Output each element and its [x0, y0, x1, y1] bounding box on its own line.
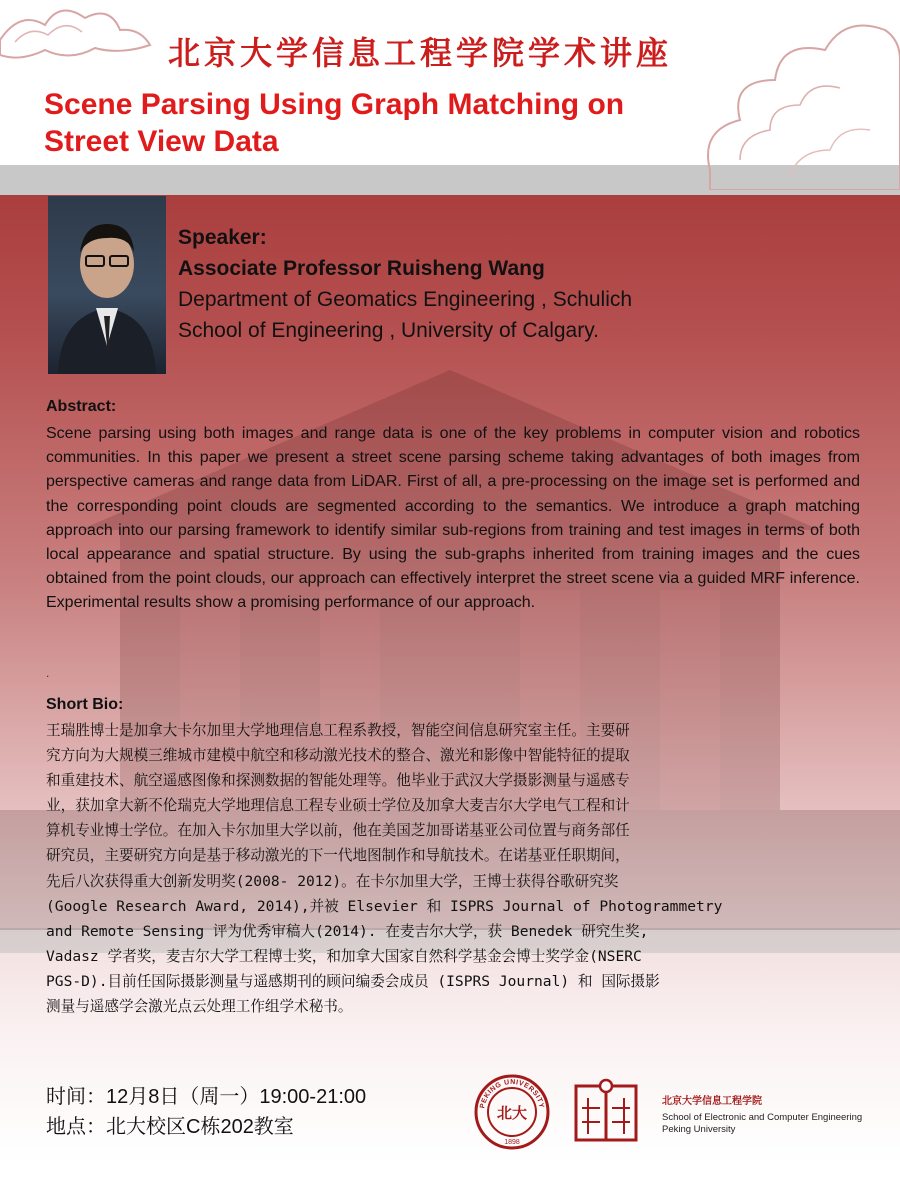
bio-line: (Google Research Award, 2014),并被 Elsevier 和 ISPRS Journal of Photogrammetry: [46, 897, 723, 915]
bio-line: Vadasz 学者奖，麦吉尔大学工程博士奖，和加拿大国家自然科学基金会博士奖学金(NSERC: [46, 947, 642, 965]
peking-university-seal: [474, 1074, 550, 1150]
bio-line: and Remote Sensing 评为优秀审稿人(2014). 在麦吉尔大学，获 Benedek 研究生奖,: [46, 922, 649, 940]
bio-text: [46, 718, 860, 1019]
abstract-heading: Abstract:: [46, 398, 117, 415]
bio-line: 王瑞胜博士是加拿大卡尔加里大学地理信息工程系教授，智能空间信息研究室主任。主要研: [46, 722, 630, 739]
bio-heading: Short Bio:: [46, 696, 124, 713]
bio-line: 和重建技术、航空遥感图像和探测数据的智能处理等。他毕业于武汉大学摄影测量与遥感专: [46, 772, 630, 790]
seal-arc-text: PEKING UNIVERSITY: [479, 1078, 545, 1110]
speaker-dept-line-2: School of Engineering , University of Calgary.: [178, 319, 599, 342]
talk-title: [44, 86, 764, 160]
seal-center-glyph: 北大: [496, 1104, 528, 1122]
abstract-trailing-dot: .: [46, 666, 50, 680]
event-place: 地点：北大校区C栋202教室: [46, 1116, 294, 1138]
bio-line: 究方向为大规模三维城市建模中航空和移动激光技术的整合、激光和影像中智能特征的提取: [46, 747, 630, 765]
talk-title-line-2: Street View Data: [44, 125, 279, 158]
talk-title-line-1: Scene Parsing Using Graph Matching on: [44, 88, 625, 121]
speaker-photo: [48, 196, 166, 374]
school-name-en: School of Electronic and Computer Engineering: [662, 1112, 863, 1123]
speaker-info: [178, 222, 878, 346]
bio-line: 业，获加拿大新不伦瑞克大学地理信息工程专业硕士学位及加拿大麦吉尔大学电气工程和计: [46, 797, 630, 815]
bio-line: 算机专业博士学位。在加入卡尔加里大学以前，他在美国芝加哥诺基亚公司位置与商务部任: [46, 822, 630, 840]
speaker-portrait-graphic: [48, 196, 166, 374]
speaker-name: Associate Professor Ruisheng Wang: [178, 257, 545, 280]
abstract-text: Scene parsing using both images and range data is one of the key problems in computer vision and robotics communities. In this paper we present a street scene parsing scheme taking advantages of both images from perspective cameras and range data from LiDAR. First of all, a pre-processing on the image set is performed and the corresponding point clouds are segmented according to the semantics. We introduce a graph matching approach into our parsing framework to identify similar sub-regions from training and test images in terms of both local appearance and spatial structure. By using the sub-graphs inherited from training images and the cues obtained from the point clouds, our approach can effectively interpret the street scene via a guided MRF inference. Experimental results show a promising performance of our approach.: [46, 425, 860, 612]
bio-line: 研究员，主要研究方向是基于移动激光的下一代地图制作和导航技术。在诺基亚任职期间，: [46, 847, 630, 865]
event-time: 时间：12月8日（周一）19:00-21:00: [46, 1086, 367, 1108]
university-name-en: Peking University: [662, 1124, 736, 1135]
bio-line: 先后八次获得重大创新发明奖(2008- 2012)。在卡尔加里大学，王博士获得谷歌研究奖: [46, 872, 619, 890]
seal-year: 1898: [504, 1139, 520, 1146]
bio-line: PGS-D).目前任国际摄影测量与遥感期刊的顾问编委会成员 (ISPRS Journal) 和 国际摄影: [46, 972, 660, 990]
speaker-label: Speaker:: [178, 226, 267, 249]
speaker-dept-line-1: Department of Geomatics Engineering , Schulich: [178, 288, 633, 311]
bio-line: 测量与遥感学会激光点云处理工作组学术秘书。: [46, 998, 353, 1016]
institution-header: 北京大学信息工程学院学术讲座: [168, 34, 673, 72]
school-logo-icon: [574, 1078, 638, 1142]
cloud-ornament-left: [0, 0, 160, 70]
school-name-cn: 北京大学信息工程学院: [662, 1096, 762, 1107]
